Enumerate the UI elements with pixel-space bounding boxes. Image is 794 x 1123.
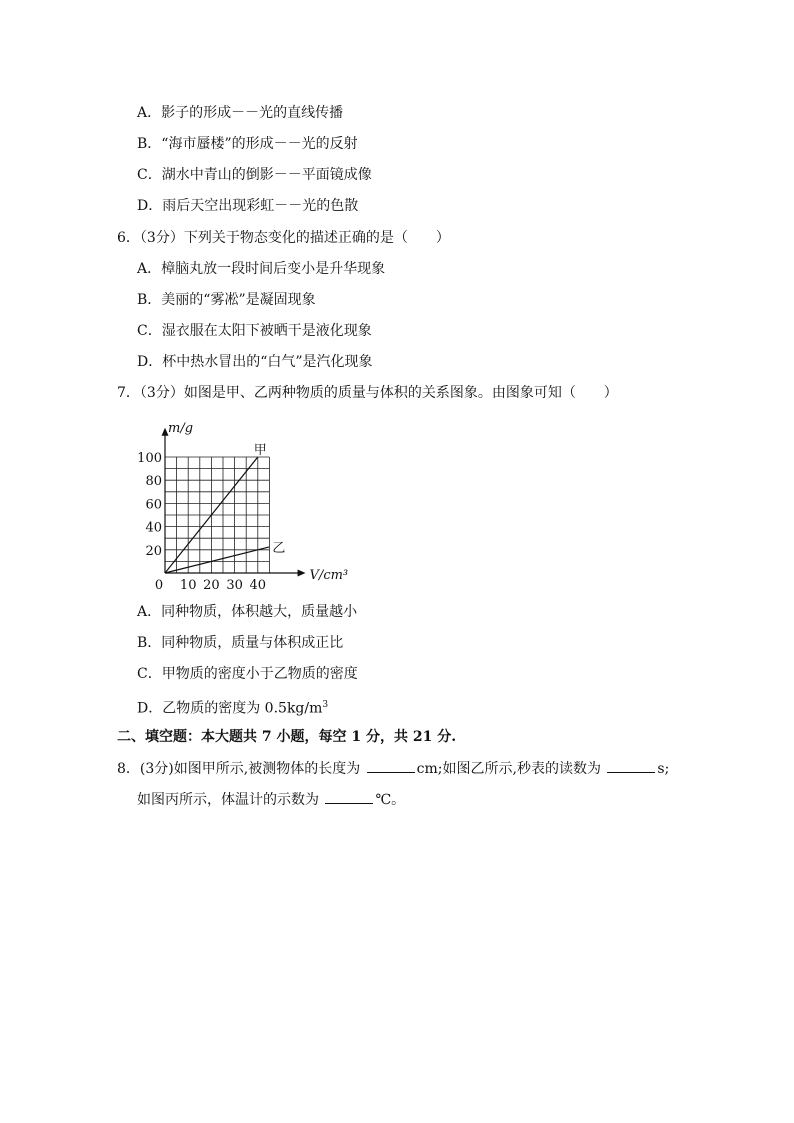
y-tick-label: 80: [145, 474, 162, 490]
section-2-heading: 二、填空题：本大题共 7 小题，每空 1 分，共 21 分.: [117, 729, 457, 745]
q6-option-d: D．杯中热水冒出的“白气”是汽化现象: [137, 354, 373, 370]
y-tick-label: 40: [145, 520, 162, 536]
q8-text-3: s;: [657, 761, 670, 777]
q5-option-a: A．影子的形成－－光的直线传播: [137, 105, 344, 121]
q6-option-b: B．美丽的“雾凇”是凝固现象: [137, 292, 316, 308]
q8-blank-length[interactable]: [367, 760, 415, 773]
q8-line-1: [117, 760, 669, 777]
q8-blank-stopwatch[interactable]: [607, 760, 655, 773]
q8-text-2: cm;如图乙所示,秒表的读数为: [416, 761, 601, 777]
x-tick-label: 30: [226, 578, 243, 593]
q7-option-c: C．甲物质的密度小于乙物质的密度: [137, 666, 358, 682]
q8-text-5: ℃。: [375, 792, 406, 808]
q7-option-b: B．同种物质，质量与体积成正比: [137, 635, 344, 651]
q8-text-1: 8．(3分)如图甲所示,被测物体的长度为: [117, 761, 361, 777]
q5-option-c: C．湖水中青山的倒影－－平面镜成像: [137, 167, 372, 183]
chart-labels: [137, 421, 348, 593]
q5-option-b: B．“海市蜃楼”的形成－－光的反射: [137, 136, 358, 152]
series-label-2: 乙: [272, 540, 286, 556]
mass-volume-chart: [130, 418, 350, 594]
y-tick-label: 60: [145, 497, 162, 513]
x-axis-arrow: [298, 570, 306, 577]
series-label-1: 甲: [253, 443, 267, 458]
x-axis-label: V/cm³: [309, 568, 349, 583]
x-tick-label: 40: [249, 578, 267, 593]
y-tick-label: 20: [145, 543, 162, 559]
x-tick-label: 10: [179, 578, 197, 593]
q7-option-d: [137, 697, 328, 717]
q6-stem: 6．（3分）下列关于物态变化的描述正确的是（ ）: [117, 230, 450, 246]
q8-text-4: 如图丙所示，体温计的示数为: [137, 792, 319, 808]
q5-option-d: D．雨后天空出现彩虹－－光的色散: [137, 198, 359, 214]
q7-option-d-text: D．乙物质的密度为 0.5kg/m: [137, 700, 323, 717]
q6-option-c: C．湿衣服在太阳下被晒干是液化现象: [137, 323, 372, 339]
series-line-2: [165, 547, 269, 573]
y-axis-label: m/g: [168, 421, 194, 436]
q7-option-a: A．同种物质，体积越大，质量越小: [137, 604, 358, 620]
origin-label: 0: [154, 578, 164, 593]
q7-option-d-sup: 3: [322, 700, 329, 710]
q8-line-2: [137, 791, 405, 808]
x-tick-label: 20: [203, 578, 220, 593]
q7-stem: 7．（3分）如图是甲、乙两种物质的质量与体积的关系图象。由图象可知（ ）: [117, 385, 618, 401]
chart-grid: [165, 457, 269, 573]
q8-blank-temperature[interactable]: [325, 791, 373, 804]
y-tick-label: 100: [137, 451, 162, 466]
q6-option-a: A．樟脑丸放一段时间后变小是升华现象: [137, 261, 386, 277]
